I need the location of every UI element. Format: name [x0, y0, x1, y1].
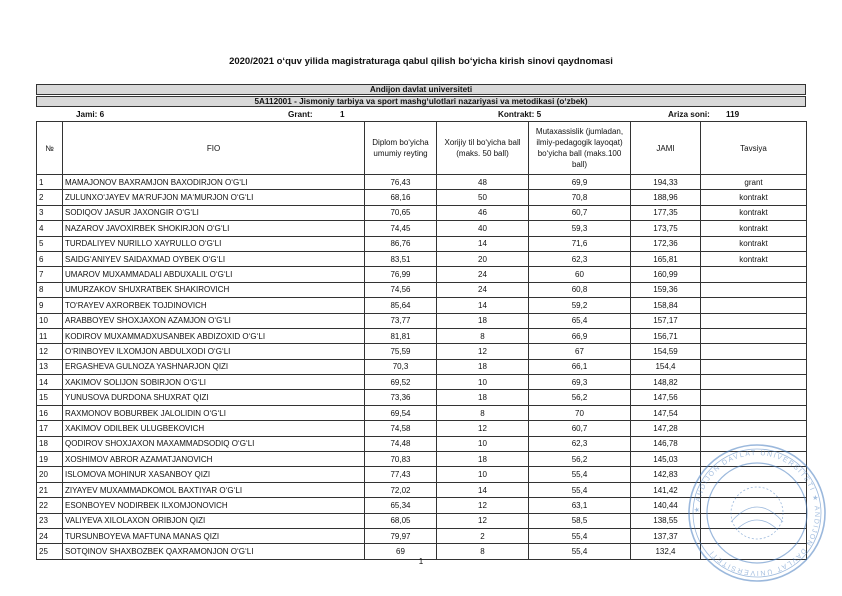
cell-diploma: 73,77: [365, 313, 437, 328]
cell-total: 140,44: [631, 498, 701, 513]
cell-fio: ESONBOYEV NODIRBEK ILXOMJONOVICH: [63, 498, 365, 513]
cell-foreign-language: 40: [437, 221, 529, 236]
university-seal-stamp: [686, 442, 828, 584]
svg-text:★ ANDIJON DAVLAT UNIVERSITETI: ★ ANDIJON DAVLAT UNIVERSITETI ★ ANDIJON DAVLAT UNIVERSITETI: [693, 449, 821, 577]
cell-foreign-language: 48: [437, 175, 529, 190]
cell-diploma: 68,16: [365, 190, 437, 205]
cell-number: 10: [37, 313, 63, 328]
cell-total: 160,99: [631, 267, 701, 282]
cell-total: 147,56: [631, 390, 701, 405]
cell-diploma: 74,48: [365, 436, 437, 451]
cell-total: 165,81: [631, 251, 701, 266]
cell-diploma: 86,76: [365, 236, 437, 251]
table-row: [37, 390, 807, 405]
cell-fio: RAXMONOV BOBURBEK JALOLIDIN O‘G‘LI: [63, 405, 365, 420]
cell-foreign-language: 2: [437, 528, 529, 543]
cell-fio: TURSUNBOYEVA MAFTUNA MANAS QIZI: [63, 528, 365, 543]
cell-diploma: 70,3: [365, 359, 437, 374]
cell-number: 5: [37, 236, 63, 251]
cell-specialty-score: 62,3: [529, 251, 631, 266]
cell-recommendation: kontrakt: [701, 205, 807, 220]
cell-number: 7: [37, 267, 63, 282]
cell-recommendation: [701, 421, 807, 436]
cell-total: 177,35: [631, 205, 701, 220]
cell-total: 138,55: [631, 513, 701, 528]
cell-number: 9: [37, 298, 63, 313]
cell-foreign-language: 18: [437, 313, 529, 328]
col-recommendation: Tavsiya: [701, 122, 807, 175]
cell-fio: TURDALIYEV NURILLO XAYRULLO O‘G‘LI: [63, 236, 365, 251]
cell-fio: ERGASHEVA GULNOZA YASHNARJON QIZI: [63, 359, 365, 374]
cell-diploma: 76,43: [365, 175, 437, 190]
cell-foreign-language: 24: [437, 282, 529, 297]
cell-foreign-language: 8: [437, 405, 529, 420]
cell-recommendation: [701, 344, 807, 359]
cell-number: 3: [37, 205, 63, 220]
cell-specialty-score: 55,4: [529, 482, 631, 497]
jami-label: Jami: 6: [76, 110, 105, 119]
cell-foreign-language: 10: [437, 467, 529, 482]
cell-recommendation: [701, 298, 807, 313]
cell-fio: MAMAJONOV BAXRAMJON BAXODIRJON O‘G‘LI: [63, 175, 365, 190]
table-row: [37, 205, 807, 220]
col-foreign-language: Xorijiy til bo‘yicha ball (maks. 50 ball): [437, 122, 529, 175]
cell-diploma: 70,65: [365, 205, 437, 220]
cell-recommendation: [701, 282, 807, 297]
cell-number: 20: [37, 467, 63, 482]
cell-specialty-score: 66,9: [529, 328, 631, 343]
cell-fio: O‘RINBOYEV ILXOMJON ABDULXODI O‘G‘LI: [63, 344, 365, 359]
table-row: [37, 405, 807, 420]
kontrakt-label: Kontrakt: 5: [498, 110, 542, 119]
cell-diploma: 79,97: [365, 528, 437, 543]
table-row: [37, 175, 807, 190]
cell-diploma: 72,02: [365, 482, 437, 497]
cell-number: 13: [37, 359, 63, 374]
cell-diploma: 74,45: [365, 221, 437, 236]
cell-diploma: 69,54: [365, 405, 437, 420]
table-row: [37, 236, 807, 251]
cell-fio: SODIQOV JASUR JAXONGIR O‘G‘LI: [63, 205, 365, 220]
cell-diploma: 75,59: [365, 344, 437, 359]
table-row: [37, 267, 807, 282]
cell-diploma: 68,05: [365, 513, 437, 528]
cell-fio: ZIYAYEV MUXAMMADKOMOL BAXTIYAR O‘G‘LI: [63, 482, 365, 497]
cell-total: 172,36: [631, 236, 701, 251]
ariza-value: 119: [726, 110, 740, 119]
cell-foreign-language: 12: [437, 498, 529, 513]
col-specialty-score: Mutaxassislik (jumladan, ilmiy-pedagogik layoqat) bo‘yicha ball (maks.100 ball): [529, 122, 631, 175]
cell-fio: VALIYEVA XILOLAXON ORIBJON QIZI: [63, 513, 365, 528]
col-diploma: Diplom bo‘yicha umumiy reyting: [365, 122, 437, 175]
cell-total: 156,71: [631, 328, 701, 343]
cell-specialty-score: 69,3: [529, 375, 631, 390]
cell-specialty-score: 60,7: [529, 205, 631, 220]
cell-specialty-score: 69,9: [529, 175, 631, 190]
ariza-label: Ariza soni:: [668, 110, 710, 119]
cell-specialty-score: 62,3: [529, 436, 631, 451]
cell-specialty-score: 55,4: [529, 528, 631, 543]
cell-number: 12: [37, 344, 63, 359]
cell-recommendation: [701, 375, 807, 390]
cell-specialty-score: 71,6: [529, 236, 631, 251]
cell-diploma: 73,36: [365, 390, 437, 405]
cell-specialty-score: 67: [529, 344, 631, 359]
table-row: [37, 375, 807, 390]
table-row: [37, 298, 807, 313]
cell-total: 137,37: [631, 528, 701, 543]
cell-number: 2: [37, 190, 63, 205]
cell-specialty-score: 65,4: [529, 313, 631, 328]
cell-diploma: 81,81: [365, 328, 437, 343]
cell-total: 132,4: [631, 544, 701, 559]
cell-foreign-language: 14: [437, 236, 529, 251]
university-band: Andijon davlat universiteti: [36, 84, 806, 95]
cell-fio: SAIDG‘ANIYEV SAIDAXMAD OYBEK O‘G‘LI: [63, 251, 365, 266]
cell-diploma: 65,34: [365, 498, 437, 513]
cell-foreign-language: 46: [437, 205, 529, 220]
cell-foreign-language: 20: [437, 251, 529, 266]
cell-specialty-score: 66,1: [529, 359, 631, 374]
cell-fio: NAZAROV JAVOXIRBEK SHOKIRJON O‘G‘LI: [63, 221, 365, 236]
cell-total: 145,03: [631, 452, 701, 467]
cell-recommendation: [701, 405, 807, 420]
cell-total: 157,17: [631, 313, 701, 328]
cell-recommendation: [701, 267, 807, 282]
cell-specialty-score: 63,1: [529, 498, 631, 513]
grant-value: 1: [340, 110, 345, 119]
cell-fio: XOSHIMOV ABROR AZAMATJANOVICH: [63, 452, 365, 467]
cell-total: 148,82: [631, 375, 701, 390]
table-row: [37, 344, 807, 359]
cell-number: 17: [37, 421, 63, 436]
cell-total: 194,33: [631, 175, 701, 190]
table-row: [37, 190, 807, 205]
cell-diploma: 69: [365, 544, 437, 559]
header-row: [37, 122, 807, 175]
cell-number: 18: [37, 436, 63, 451]
cell-specialty-score: 55,4: [529, 467, 631, 482]
cell-recommendation: [701, 328, 807, 343]
cell-recommendation: kontrakt: [701, 236, 807, 251]
table-row: [37, 251, 807, 266]
cell-fio: TO‘RAYEV AXRORBEK TOJDINOVICH: [63, 298, 365, 313]
cell-specialty-score: 55,4: [529, 544, 631, 559]
cell-foreign-language: 14: [437, 298, 529, 313]
table-row: [37, 421, 807, 436]
cell-specialty-score: 58,5: [529, 513, 631, 528]
cell-fio: UMAROV MUXAMMADALI ABDUXALIL O‘G‘LI: [63, 267, 365, 282]
cell-specialty-score: 59,2: [529, 298, 631, 313]
cell-specialty-score: 59,3: [529, 221, 631, 236]
specialty-band: 5A112001 - Jismoniy tarbiya va sport mashg‘ulotlari nazariyasi va metodikasi (o‘zbek): [36, 96, 806, 107]
cell-foreign-language: 8: [437, 328, 529, 343]
table-row: [37, 328, 807, 343]
cell-diploma: 74,58: [365, 421, 437, 436]
cell-specialty-score: 60,8: [529, 282, 631, 297]
cell-fio: UMURZAKOV SHUXRATBEK SHAKIROVICH: [63, 282, 365, 297]
cell-fio: XAKIMOV SOLIJON SOBIRJON O‘G‘LI: [63, 375, 365, 390]
cell-number: 1: [37, 175, 63, 190]
cell-fio: XAKIMOV ODILBEK ULUGBEKOVICH: [63, 421, 365, 436]
cell-recommendation: kontrakt: [701, 221, 807, 236]
cell-number: 21: [37, 482, 63, 497]
cell-number: 23: [37, 513, 63, 528]
table-row: [37, 221, 807, 236]
cell-total: 142,83: [631, 467, 701, 482]
cell-fio: ZULUNXO‘JAYEV MA‘RUFJON MA‘MURJON O‘G‘LI: [63, 190, 365, 205]
cell-total: 173,75: [631, 221, 701, 236]
cell-number: 6: [37, 251, 63, 266]
cell-foreign-language: 10: [437, 375, 529, 390]
cell-foreign-language: 18: [437, 452, 529, 467]
col-total: JAMI: [631, 122, 701, 175]
cell-foreign-language: 12: [437, 344, 529, 359]
cell-total: 147,54: [631, 405, 701, 420]
cell-diploma: 83,51: [365, 251, 437, 266]
table-row: [37, 313, 807, 328]
cell-foreign-language: 12: [437, 513, 529, 528]
cell-number: 19: [37, 452, 63, 467]
cell-diploma: 70,83: [365, 452, 437, 467]
cell-fio: KODIROV MUXAMMADXUSANBEK ABDIZOXID O‘G‘LI: [63, 328, 365, 343]
page-number: 1: [418, 557, 424, 566]
cell-diploma: 69,52: [365, 375, 437, 390]
cell-number: 16: [37, 405, 63, 420]
cell-foreign-language: 18: [437, 359, 529, 374]
cell-recommendation: kontrakt: [701, 251, 807, 266]
cell-fio: SOTQINOV SHAXBOZBEK QAXRAMONJON O‘G‘LI: [63, 544, 365, 559]
cell-total: 188,96: [631, 190, 701, 205]
col-fio: FIO: [63, 122, 365, 175]
cell-foreign-language: 50: [437, 190, 529, 205]
cell-number: 24: [37, 528, 63, 543]
cell-specialty-score: 70,8: [529, 190, 631, 205]
cell-specialty-score: 60,7: [529, 421, 631, 436]
cell-total: 146,78: [631, 436, 701, 451]
cell-specialty-score: 60: [529, 267, 631, 282]
cell-recommendation: [701, 359, 807, 374]
page-title: 2020/2021 o‘quv yilida magistraturaga qabul qilish bo‘yicha kirish sinovi qaydnomasi: [229, 56, 613, 67]
cell-diploma: 85,64: [365, 298, 437, 313]
cell-fio: YUNUSOVA DURDONA SHUXRAT QIZI: [63, 390, 365, 405]
cell-foreign-language: 14: [437, 482, 529, 497]
cell-number: 25: [37, 544, 63, 559]
cell-number: 22: [37, 498, 63, 513]
cell-recommendation: [701, 390, 807, 405]
cell-fio: ARABBOYEV SHOXJAXON AZAMJON O‘G‘LI: [63, 313, 365, 328]
table-row: [37, 359, 807, 374]
cell-total: 158,84: [631, 298, 701, 313]
col-number: №: [37, 122, 63, 175]
cell-number: 14: [37, 375, 63, 390]
cell-total: 147,28: [631, 421, 701, 436]
cell-diploma: 76,99: [365, 267, 437, 282]
cell-total: 141,42: [631, 482, 701, 497]
cell-number: 11: [37, 328, 63, 343]
cell-specialty-score: 56,2: [529, 452, 631, 467]
cell-diploma: 77,43: [365, 467, 437, 482]
cell-total: 154,59: [631, 344, 701, 359]
cell-foreign-language: 18: [437, 390, 529, 405]
cell-fio: QODIROV SHOXJAXON MAXAMMADSODIQ O‘G‘LI: [63, 436, 365, 451]
cell-number: 15: [37, 390, 63, 405]
cell-fio: ISLOMOVA MOHINUR XASANBOY QIZI: [63, 467, 365, 482]
cell-number: 4: [37, 221, 63, 236]
grant-label: Grant:: [288, 110, 313, 119]
cell-recommendation: [701, 313, 807, 328]
cell-specialty-score: 70: [529, 405, 631, 420]
cell-number: 8: [37, 282, 63, 297]
cell-recommendation: kontrakt: [701, 190, 807, 205]
cell-diploma: 74,56: [365, 282, 437, 297]
cell-foreign-language: 24: [437, 267, 529, 282]
cell-foreign-language: 8: [437, 544, 529, 559]
table-row: [37, 282, 807, 297]
cell-specialty-score: 56,2: [529, 390, 631, 405]
cell-total: 159,36: [631, 282, 701, 297]
cell-total: 154,4: [631, 359, 701, 374]
cell-recommendation: grant: [701, 175, 807, 190]
cell-foreign-language: 12: [437, 421, 529, 436]
cell-foreign-language: 10: [437, 436, 529, 451]
